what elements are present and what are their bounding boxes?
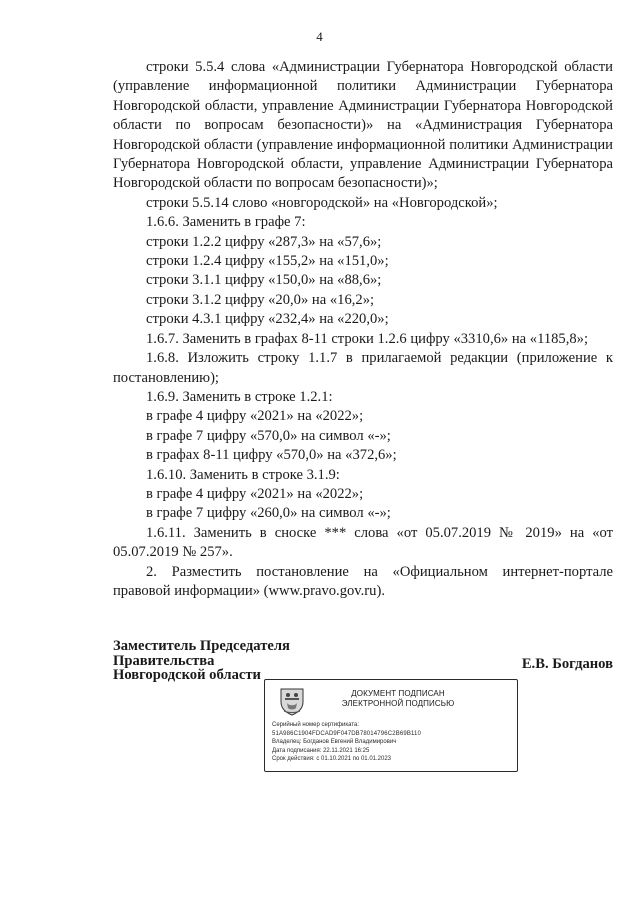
paragraph: строки 3.1.1 цифру «150,0» на «88,6»; (146, 272, 382, 289)
stamp-title-line: ЭЛЕКТРОННОЙ ПОДПИСЬЮ (341, 699, 455, 708)
paragraph: строки 5.5.14 слово «новгородской» на «Новгородской»; (146, 194, 498, 211)
paragraph: 1.6.7. Заменить в графах 8-11 строки 1.2.6 цифру «3310,6» на «1185,8»; (146, 330, 589, 347)
position-line: Заместитель Председателя (113, 638, 290, 654)
paragraph: 1.6.9. Заменить в строке 1.2.1: (146, 388, 333, 405)
signatory-position (113, 639, 290, 683)
certificate-serial: 51A986C1904FDCAD9F047DB78014796C2B69B110 (272, 730, 421, 737)
paragraph: строки 5.5.4 слова «Администрации Губернатора Новгородской области (управление информационной политики Администрации Губернатора Новгородской области, управление Администрации Губернатора Новгородской области по вопросам безопасности)» на «Администрация Губернатора Новгородской области (управление информационной политики Администрации Губернатора Новгородской области, управление Администрации Губернатора Новгородской области по вопросам безопасности)»; (113, 59, 613, 192)
position-line: Новгородской области (113, 667, 261, 683)
paragraph: 2. Разместить постановление на «Официальном интернет-портале правовой информации» (www.pravo.gov.ru). (113, 563, 613, 599)
signatory-name: Е.В. Богданов (521, 656, 613, 672)
signing-date: Дата подписания: 22.11.2021 16:25 (272, 747, 370, 754)
electronic-signature-stamp (264, 679, 518, 772)
document-body (113, 58, 613, 601)
certificate-details (272, 721, 421, 764)
paragraph: строки 1.2.4 цифру «155,2» на «151,0»; (146, 253, 389, 270)
paragraph: в графе 7 цифру «260,0» на символ «-»; (146, 505, 391, 522)
paragraph: в графе 7 цифру «570,0» на символ «-»; (146, 427, 391, 444)
certificate-owner: Владелец: Богданов Евгений Владимирович (272, 739, 397, 746)
paragraph: строки 4.3.1 цифру «232,4» на «220,0»; (146, 311, 389, 328)
position-line: Правительства (113, 652, 215, 669)
certificate-validity: Срок действия: с 01.10.2021 по 01.01.2023 (272, 756, 392, 763)
paragraph: 1.6.10. Заменить в строке 3.1.9: (146, 466, 340, 483)
paragraph: в графе 4 цифру «2021» на «2022»; (146, 408, 364, 425)
paragraph: 1.6.8. Изложить строку 1.1.7 в прилагаемой редакции (приложение к постановлению); (113, 350, 613, 386)
paragraph: в графах 8-11 цифру «570,0» на «372,6»; (146, 447, 397, 464)
stamp-title (313, 689, 483, 709)
paragraph: строки 3.1.2 цифру «20,0» на «16,2»; (146, 291, 375, 308)
coat-of-arms-icon (279, 686, 305, 716)
paragraph: в графе 4 цифру «2021» на «2022»; (146, 485, 364, 502)
stamp-title-line: ДОКУМЕНТ ПОДПИСАН (351, 689, 445, 698)
page-number: 4 (316, 29, 323, 44)
paragraph: строки 1.2.2 цифру «287,3» на «57,6»; (146, 233, 382, 250)
certificate-label: Серийный номер сертификата: (272, 722, 360, 728)
paragraph: 1.6.6. Заменить в графе 7: (146, 214, 306, 231)
paragraph: 1.6.11. Заменить в сноске *** слова «от 05.07.2019 № 2019» на «от 05.07.2019 № 257». (113, 524, 613, 561)
